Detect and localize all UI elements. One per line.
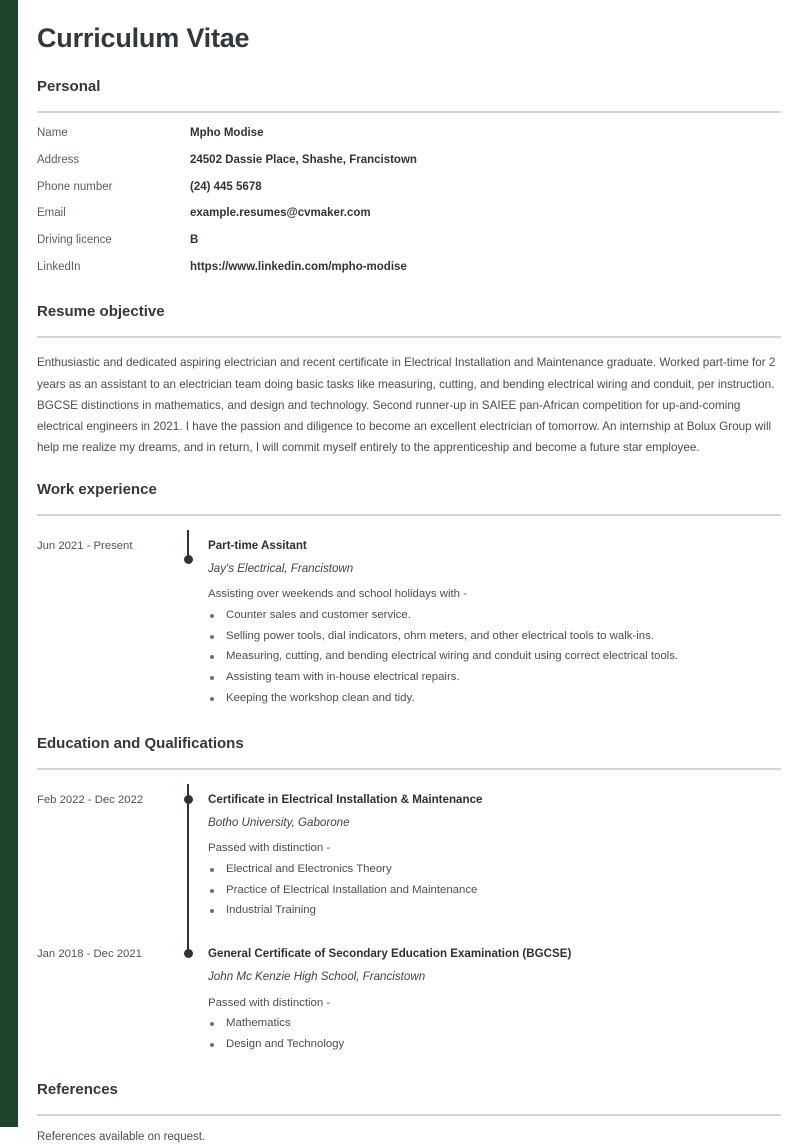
education-entry-institution: John Mc Kenzie High School, Francistown [208, 970, 426, 984]
education-entry-dates: Jan 2018 - Dec 2021 [37, 947, 142, 960]
section-divider [37, 514, 781, 516]
list-item: Mathematics [208, 1017, 781, 1031]
list-item: Practice of Electrical Installation and Maintenance [208, 884, 781, 898]
work-entry-intro: Assisting over weekends and school holidays with - [208, 588, 467, 601]
timeline-marker-icon [180, 530, 208, 708]
work-entry-role: Part-time Assitant [208, 538, 307, 552]
resume-objective-text: Enthusiastic and dedicated aspiring electrician and recent certificate in Electrical Installation and Maintenance graduate. Worked part-time for 2 years as an assistant to an electrician team doing basic tasks like measuring, cutting, and bending electrical wiring and conduit, per instruction. BGCSE distinctions in mathematics, and design and technology. Second runner-up in SAIEE pan-African competition for up-and-coming electrical engineers in 2021. I have the passion and diligence to become an excellent electrician of tomorrow. An internship at Bolux Group will help me realize my dreams, and in return, I will commit myself entirely to the apprenticeship and become a future star employee. [37, 356, 776, 455]
list-item: Measuring, cutting, and bending electrical wiring and conduit using correct electrical tools. [208, 650, 781, 664]
field-label-email: Email [37, 207, 66, 220]
education-entry [37, 938, 781, 1054]
list-item: Electrical and Electronics Theory [208, 863, 781, 877]
work-entry-dates: Jun 2021 - Present [37, 539, 133, 552]
list-item: Assisting team with in-house electrical repairs. [208, 671, 781, 685]
page-title: Curriculum Vitae [37, 23, 250, 53]
education-entry-intro: Passed with distinction - [208, 996, 331, 1009]
table-row [37, 154, 781, 181]
education-entry [37, 784, 781, 938]
work-entry-organisation: Jay's Electrical, Francistown [208, 562, 354, 576]
education-entry-dates: Feb 2022 - Dec 2022 [37, 793, 144, 806]
section-personal [37, 78, 781, 287]
cv-page [18, 0, 800, 1143]
section-education [37, 735, 781, 1054]
section-references [37, 1081, 781, 1145]
section-work-experience [37, 481, 781, 708]
education-entry-qualification: Certificate in Electrical Installation & Maintenance [208, 792, 483, 806]
table-row [37, 127, 781, 154]
field-label-driving-licence: Driving licence [37, 233, 112, 246]
education-entry-intro: Passed with distinction - [208, 842, 331, 855]
field-value-linkedin: https://www.linkedin.com/mpho-modise [190, 260, 407, 273]
field-label-phone: Phone number [37, 180, 113, 193]
table-row [37, 234, 781, 261]
education-entry-qualification: General Certificate of Secondary Education Examination (BGCSE) [208, 946, 572, 960]
section-title-personal: Personal [37, 78, 101, 96]
section-title-resume-objective: Resume objective [37, 303, 165, 321]
education-entry-institution: Botho University, Gaborone [208, 815, 350, 829]
timeline-marker-icon [180, 938, 208, 1054]
list-item: Selling power tools, dial indicators, ohm meters, and other electrical tools to walk-ins. [208, 630, 781, 644]
list-item: Keeping the workshop clean and tidy. [208, 692, 781, 706]
table-row [37, 181, 781, 208]
field-label-address: Address [37, 154, 80, 167]
field-value-name: Mpho Modise [190, 127, 264, 140]
section-divider [37, 1114, 781, 1116]
field-value-email: example.resumes@cvmaker.com [190, 207, 371, 220]
timeline-marker-icon [180, 784, 208, 938]
field-label-name: Name [37, 127, 68, 140]
references-text: References available on request. [37, 1130, 206, 1143]
work-entry [37, 530, 781, 708]
work-entry-bullets [208, 609, 781, 705]
list-item: Counter sales and customer service. [208, 609, 781, 623]
table-row [37, 261, 781, 288]
section-divider [37, 768, 781, 770]
left-accent-bar [0, 0, 18, 1127]
section-title-education: Education and Qualifications [37, 734, 244, 752]
field-value-address: 24502 Dassie Place, Shashe, Francistown [190, 154, 417, 167]
section-title-work-experience: Work experience [37, 480, 157, 498]
personal-details-table [37, 127, 781, 287]
field-label-linkedin: LinkedIn [37, 260, 81, 273]
education-entry-bullets [208, 1017, 781, 1051]
education-entry-bullets [208, 863, 781, 918]
section-resume-objective [37, 303, 781, 458]
section-divider [37, 111, 781, 113]
section-divider [37, 336, 781, 338]
field-value-phone: (24) 445 5678 [190, 180, 262, 193]
section-title-references: References [37, 1080, 118, 1098]
list-item: Industrial Training [208, 904, 781, 918]
list-item: Design and Technology [208, 1038, 781, 1052]
field-value-driving-licence: B [190, 233, 199, 246]
table-row [37, 207, 781, 234]
